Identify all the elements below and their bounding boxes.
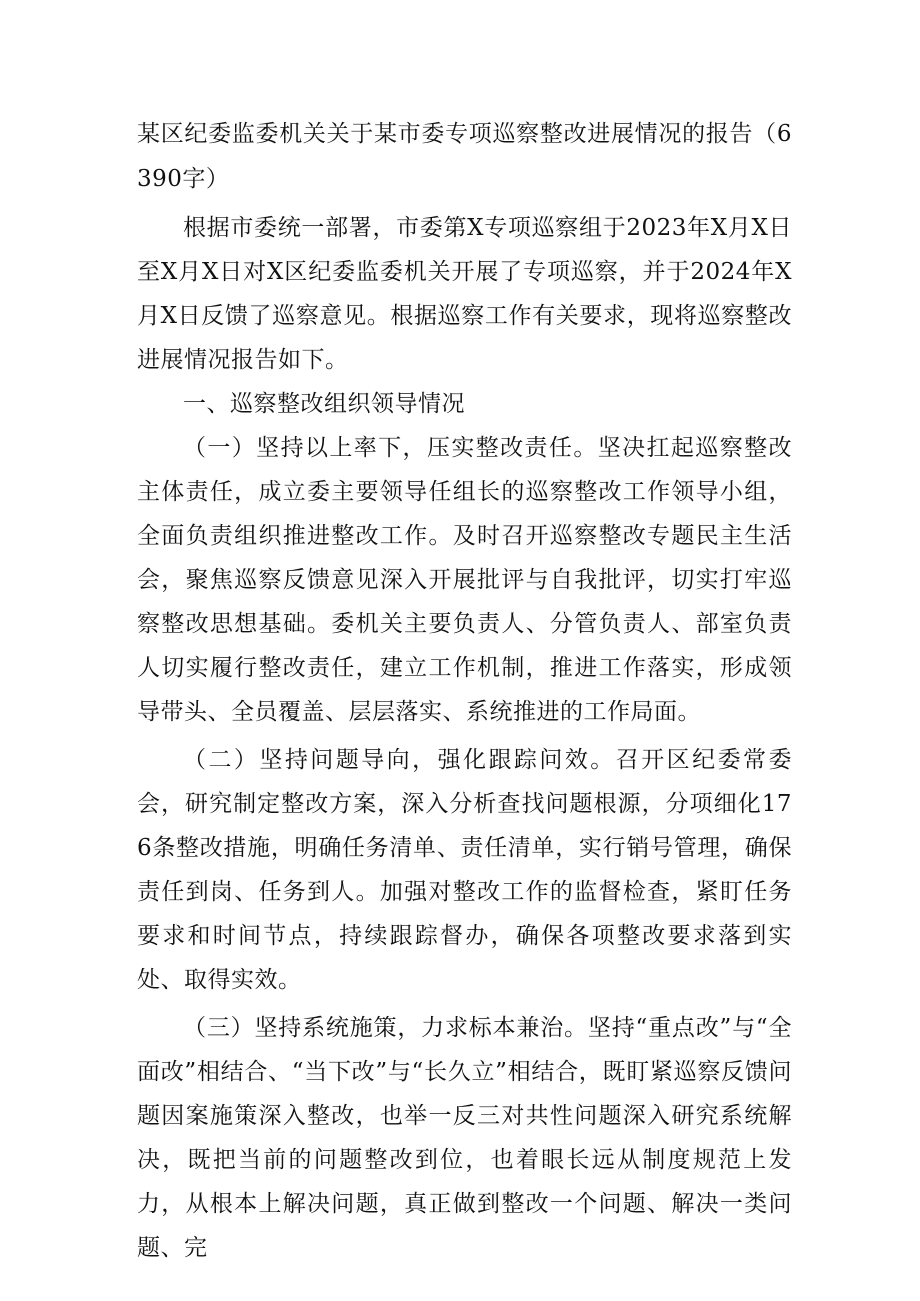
body-paragraph-2: （二）坚持问题导向，强化跟踪问效。召开区纪委常委会，研究制定整改方案，深入分析查找问题根源，分项细化176条整改措施，明确任务清单、责任清单，实行销号管理，确保责任到岗、任务到人。加强对整改工作的监督检查，紧盯任务要求和时间节点，持续跟踪督办，确保各项整改要求落到实处、取得实效。 (137, 747, 792, 993)
document-body (137, 112, 792, 1270)
document-title: 某区纪委监委机关关于某市委专项巡察整改进展情况的报告（6390字） (137, 121, 792, 192)
section-heading: 一、巡察整改组织领导情况 (183, 391, 465, 417)
intro-paragraph: 根据市委统一部署，市委第X专项巡察组于2023年X月X日至X月X日对X区纪委监委机关开展了专项巡察，并于2024年X月X日反馈了巡察意见。根据巡察工作有关要求，现将巡察整改进展情况报告如下。 (137, 215, 792, 373)
body-paragraph-3: （三）坚持系统施策，力求标本兼治。坚持“重点改”与“全面改”相结合、“当下改”与“长久立”相结合，既盯紧巡察反馈问题因案施策深入整改，也举一反三对共性问题深入研究系统解决，既把当前的问题整改到位，也着眼长远从制度规范上发力，从根本上解决问题，真正做到整改一个问题、解决一类问题、完 (137, 1015, 792, 1261)
body-paragraph-1: （一）坚持以上率下，压实整改责任。坚决扛起巡察整改主体责任，成立委主要领导任组长的巡察整改工作领导小组，全面负责组织推进整改工作。及时召开巡察整改专题民主生活会，聚焦巡察反馈意见深入开展批评与自我批评，切实打牢巡察整改思想基础。委机关主要负责人、分管负责人、部室负责人切实履行整改责任，建立工作机制，推进工作落实，形成领导带头、全员覆盖、层层落实、系统推进的工作局面。 (137, 435, 792, 725)
